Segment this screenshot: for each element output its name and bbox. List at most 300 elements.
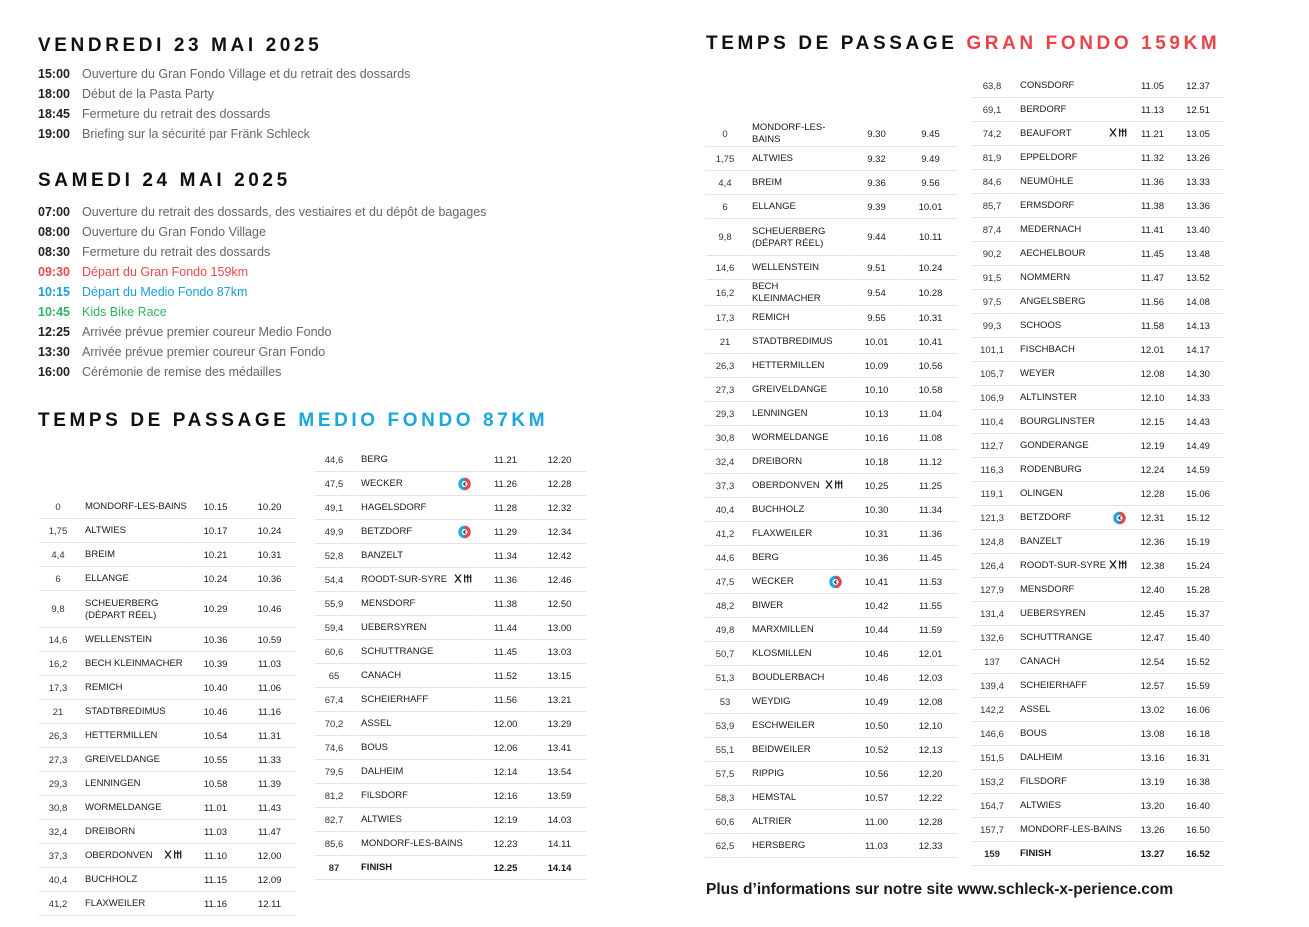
last-passage-cell: 11.47 — [243, 821, 296, 844]
first-passage-cell: 11.16 — [189, 893, 242, 916]
first-passage-cell: 10.50 — [850, 715, 903, 738]
table-row — [706, 523, 957, 546]
locality-name: DALHEIM — [361, 766, 404, 777]
table-row — [706, 739, 957, 762]
km-cell: 63,8 — [972, 75, 1012, 98]
first-passage-cell: 10.01 — [850, 331, 903, 354]
locality-cell — [354, 521, 478, 544]
locality-name: ELLANGE — [85, 573, 129, 584]
locality-cell — [745, 172, 849, 195]
last-passage-cell: 13.29 — [533, 713, 586, 736]
km-cell: 82,7 — [315, 809, 353, 832]
table-row — [972, 819, 1224, 842]
last-passage-cell: 14.11 — [533, 833, 586, 856]
first-passage-cell: 12.00 — [479, 713, 532, 736]
medio-table-2 — [314, 448, 587, 881]
km-cell: 17,3 — [39, 677, 77, 700]
first-passage-cell: 10.46 — [850, 667, 903, 690]
locality-cell — [354, 497, 478, 520]
first-passage-cell: 12.19 — [479, 809, 532, 832]
table-row — [972, 123, 1224, 146]
first-passage-cell: 12.54 — [1134, 651, 1171, 674]
last-passage-cell: 12.20 — [533, 449, 586, 472]
last-passage-cell: 14.17 — [1172, 339, 1224, 362]
locality-name: AECHELBOUR — [1020, 248, 1086, 259]
table-row — [972, 603, 1224, 626]
saturday-schedule — [38, 202, 486, 382]
km-cell: 81,9 — [972, 147, 1012, 170]
last-passage-cell: 15.59 — [1172, 675, 1224, 698]
locality-cell — [354, 641, 478, 664]
last-passage-cell: 13.36 — [1172, 195, 1224, 218]
table-row — [972, 339, 1224, 362]
last-passage-cell: 10.20 — [243, 496, 296, 519]
locality-name: LENNINGEN — [85, 778, 141, 789]
km-cell: 105,7 — [972, 363, 1012, 386]
table-row — [39, 520, 296, 543]
locality-name: HAGELSDORF — [361, 502, 427, 513]
first-passage-cell: 11.26 — [479, 473, 532, 496]
friday-heading: VENDREDI 23 MAI 2025 — [38, 35, 323, 56]
km-cell: 47,5 — [706, 571, 744, 594]
schedule-item — [38, 202, 486, 222]
last-passage-cell: 15.40 — [1172, 627, 1224, 650]
last-passage-cell: 11.53 — [904, 571, 957, 594]
first-passage-cell: 11.45 — [1134, 243, 1171, 266]
km-cell: 41,2 — [39, 893, 77, 916]
locality-name: BREIM — [752, 177, 783, 188]
first-passage-cell: 10.41 — [850, 571, 903, 594]
last-passage-cell: 11.43 — [243, 797, 296, 820]
km-cell: 58,3 — [706, 787, 744, 810]
first-passage-cell: 10.55 — [189, 749, 242, 772]
locality-name: BERG — [752, 552, 779, 563]
km-cell: 49,1 — [315, 497, 353, 520]
locality-name: WORMELDANGE — [752, 432, 829, 443]
locality-name: ANGELSBERG — [1020, 296, 1086, 307]
locality-name: DALHEIM — [1020, 752, 1063, 763]
km-cell: 159 — [972, 843, 1012, 866]
locality-cell — [1013, 219, 1133, 242]
locality-cell — [78, 845, 188, 868]
last-passage-cell: 13.00 — [533, 617, 586, 640]
locality-name: HETTERMILLEN — [752, 360, 825, 371]
first-passage-cell: 10.36 — [189, 629, 242, 652]
first-passage-cell: 11.28 — [479, 497, 532, 520]
table-row — [972, 651, 1224, 674]
locality-name: OBERDONVEN — [85, 850, 153, 861]
schedule-description: Arrivée prévue premier coureur Gran Fondo — [82, 345, 326, 359]
column-header-last-passage: Dernier passage — [904, 75, 957, 121]
table-row — [972, 579, 1224, 602]
km-cell: 9,8 — [39, 592, 77, 628]
locality-cell — [745, 475, 849, 498]
locality-name: SCHEIERHAFF — [361, 694, 429, 705]
table-row — [706, 331, 957, 354]
locality-cell — [354, 785, 478, 808]
first-passage-cell: 10.24 — [189, 568, 242, 591]
schedule-description: Ouverture du retrait des dossards, des vestiaires et du dépôt de bagages — [82, 205, 487, 219]
locality-cell — [78, 749, 188, 772]
first-passage-cell: 11.10 — [189, 845, 242, 868]
km-cell: 44,6 — [315, 449, 353, 472]
last-passage-cell: 16.52 — [1172, 843, 1224, 866]
table-row — [972, 747, 1224, 770]
last-passage-cell: 15.37 — [1172, 603, 1224, 626]
schedule-description: Fermeture du retrait des dossards — [82, 107, 271, 121]
table-row — [972, 843, 1224, 866]
table-row — [706, 835, 957, 858]
locality-name: RIPPIG — [752, 768, 785, 779]
locality-cell — [1013, 555, 1133, 578]
km-cell: 40,4 — [706, 499, 744, 522]
table-row — [315, 569, 586, 592]
first-passage-cell: 10.56 — [850, 763, 903, 786]
locality-cell — [78, 496, 188, 519]
table-row — [706, 571, 957, 594]
km-cell: 26,3 — [706, 355, 744, 378]
first-passage-cell: 12.36 — [1134, 531, 1171, 554]
last-passage-cell: 12.46 — [533, 569, 586, 592]
first-passage-cell: 12.45 — [1134, 603, 1171, 626]
table-header-row — [706, 75, 957, 121]
table-row — [315, 713, 586, 736]
last-passage-cell: 11.04 — [904, 403, 957, 426]
locality-cell — [1013, 603, 1133, 626]
km-cell: 57,5 — [706, 763, 744, 786]
first-passage-cell: 11.32 — [1134, 147, 1171, 170]
km-cell: 99,3 — [972, 315, 1012, 338]
table-row — [972, 291, 1224, 314]
locality-name: GREIVELDANGE — [85, 754, 160, 765]
locality-name: SCHUTTRANGE — [361, 646, 434, 657]
schedule-time: 18:00 — [38, 87, 70, 101]
first-passage-cell: 11.15 — [189, 869, 242, 892]
column-header-km: KM — [706, 75, 744, 121]
table-row — [972, 675, 1224, 698]
table-row — [972, 411, 1224, 434]
locality-name: FLAXWEILER — [752, 528, 813, 539]
locality-name: CANACH — [361, 670, 402, 681]
table-row — [972, 795, 1224, 818]
table-row — [39, 893, 296, 916]
last-passage-cell: 14.30 — [1172, 363, 1224, 386]
first-passage-cell: 12.28 — [1134, 483, 1171, 506]
table-row — [39, 544, 296, 567]
locality-cell — [1013, 75, 1133, 98]
km-cell: 0 — [706, 122, 744, 147]
locality-cell — [354, 617, 478, 640]
locality-name: BUCHHOLZ — [85, 874, 138, 885]
first-passage-cell: 10.10 — [850, 379, 903, 402]
first-passage-cell: 13.02 — [1134, 699, 1171, 722]
km-cell: 0 — [39, 496, 77, 519]
locality-name: ALTWIES — [85, 525, 126, 536]
km-cell: 116,3 — [972, 459, 1012, 482]
last-passage-cell: 13.52 — [1172, 267, 1224, 290]
table-row — [972, 723, 1224, 746]
locality-name: FILSDORF — [1020, 776, 1067, 787]
first-passage-cell: 11.13 — [1134, 99, 1171, 122]
table-row — [972, 531, 1224, 554]
table-row — [972, 771, 1224, 794]
last-passage-cell: 12.01 — [904, 643, 957, 666]
last-passage-cell: 16.40 — [1172, 795, 1224, 818]
last-passage-cell: 12.34 — [533, 521, 586, 544]
medio-heading-accent: MEDIO FONDO 87KM — [298, 410, 549, 431]
locality-name: BEAUFORT — [1020, 128, 1072, 139]
km-cell: 55,1 — [706, 739, 744, 762]
locality-name: BOUS — [361, 742, 388, 753]
locality-cell — [1013, 387, 1133, 410]
last-passage-cell: 12.03 — [904, 667, 957, 690]
locality-cell — [745, 451, 849, 474]
last-passage-cell: 12.32 — [533, 497, 586, 520]
schedule-item — [38, 362, 486, 382]
km-cell: 106,9 — [972, 387, 1012, 410]
locality-name: MONDORF-LES-BAINS — [85, 501, 187, 512]
locality-cell — [78, 773, 188, 796]
km-cell: 1,75 — [706, 148, 744, 171]
table-row — [706, 763, 957, 786]
table-row — [315, 617, 586, 640]
km-cell: 30,8 — [706, 427, 744, 450]
column-header-locality: Localité — [78, 449, 188, 495]
locality-cell — [745, 148, 849, 171]
table-row — [39, 773, 296, 796]
locality-name: BEIDWEILER — [752, 744, 811, 755]
locality-name: HETTERMILLEN — [85, 730, 158, 741]
last-passage-cell: 10.31 — [904, 307, 957, 330]
last-passage-cell: 11.16 — [243, 701, 296, 724]
km-cell: 131,4 — [972, 603, 1012, 626]
last-passage-cell: 13.54 — [533, 761, 586, 784]
locality-cell — [354, 665, 478, 688]
locality-name: STADTBREDIMUS — [85, 706, 166, 717]
schedule-description: Ouverture du Gran Fondo Village — [82, 225, 266, 239]
last-passage-cell: 11.25 — [904, 475, 957, 498]
last-passage-cell: 13.40 — [1172, 219, 1224, 242]
km-cell: 81,2 — [315, 785, 353, 808]
table-row — [706, 475, 957, 498]
last-passage-cell: 13.15 — [533, 665, 586, 688]
last-passage-cell: 9.49 — [904, 148, 957, 171]
locality-cell — [1013, 699, 1133, 722]
km-cell: 97,5 — [972, 291, 1012, 314]
locality-cell — [745, 619, 849, 642]
km-cell: 6 — [39, 568, 77, 591]
column-header-locality: Localité — [745, 75, 849, 121]
locality-cell — [1013, 747, 1133, 770]
last-passage-cell: 14.08 — [1172, 291, 1224, 314]
locality-name: REMICH — [752, 312, 790, 323]
locality-cell — [1013, 123, 1133, 146]
locality-cell — [1013, 147, 1133, 170]
last-passage-cell: 11.36 — [904, 523, 957, 546]
locality-name: SCHEUERBERG (DÉPART RÉEL) — [85, 597, 159, 621]
schedule-item — [38, 104, 410, 124]
km-cell: 41,2 — [706, 523, 744, 546]
km-cell: 53 — [706, 691, 744, 714]
last-passage-cell: 16.18 — [1172, 723, 1224, 746]
schedule-time: 18:45 — [38, 107, 70, 121]
locality-name: KLOSMILLEN — [752, 648, 812, 659]
first-passage-cell: 9.51 — [850, 257, 903, 280]
luxembourg-marker-icon — [1113, 512, 1126, 525]
gran-heading-accent: GRAN FONDO 159KM — [966, 33, 1221, 54]
locality-name: SCHEIERHAFF — [1020, 680, 1088, 691]
schedule-item — [38, 262, 486, 282]
first-passage-cell: 12.31 — [1134, 507, 1171, 530]
km-cell: 60,6 — [706, 811, 744, 834]
table-row — [315, 473, 586, 496]
table-row — [315, 809, 586, 832]
first-passage-cell: 10.13 — [850, 403, 903, 426]
first-passage-cell: 10.54 — [189, 725, 242, 748]
table-row — [706, 787, 957, 810]
locality-cell — [354, 593, 478, 616]
last-passage-cell: 14.43 — [1172, 411, 1224, 434]
km-cell: 121,3 — [972, 507, 1012, 530]
last-passage-cell: 12.50 — [533, 593, 586, 616]
locality-name: BECH KLEINMACHER — [85, 658, 183, 669]
gran-heading-prefix: TEMPS DE PASSAGE — [706, 33, 967, 54]
last-passage-cell: 10.01 — [904, 196, 957, 219]
locality-cell — [745, 643, 849, 666]
locality-cell — [745, 763, 849, 786]
locality-cell — [78, 893, 188, 916]
first-passage-cell: 10.52 — [850, 739, 903, 762]
last-passage-cell: 14.03 — [533, 809, 586, 832]
locality-name: MENSDORF — [361, 598, 416, 609]
last-passage-cell: 15.12 — [1172, 507, 1224, 530]
locality-cell — [1013, 579, 1133, 602]
first-passage-cell: 10.15 — [189, 496, 242, 519]
first-passage-cell: 12.08 — [1134, 363, 1171, 386]
luxembourg-marker-icon — [829, 576, 842, 589]
schedule-description: Fermeture du retrait des dossards — [82, 245, 271, 259]
schedule-item — [38, 124, 410, 144]
km-cell: 37,3 — [706, 475, 744, 498]
table-row — [706, 355, 957, 378]
locality-name: WECKER — [361, 478, 403, 489]
km-cell: 54,4 — [315, 569, 353, 592]
table-row — [315, 689, 586, 712]
km-cell: 14,6 — [706, 257, 744, 280]
last-passage-cell: 15.28 — [1172, 579, 1224, 602]
first-passage-cell: 12.16 — [479, 785, 532, 808]
first-passage-cell: 11.47 — [1134, 267, 1171, 290]
table-row — [972, 171, 1224, 194]
column-header-km: KM — [39, 449, 77, 495]
table-row — [39, 629, 296, 652]
luxembourg-marker-icon — [458, 478, 471, 491]
km-cell: 127,9 — [972, 579, 1012, 602]
locality-name: MARXMILLEN — [752, 624, 814, 635]
locality-cell — [354, 569, 478, 592]
km-cell: 21 — [39, 701, 77, 724]
schedule-description: Ouverture du Gran Fondo Village et du retrait des dossards — [82, 67, 411, 81]
first-passage-cell: 12.23 — [479, 833, 532, 856]
locality-cell — [354, 689, 478, 712]
schedule-time: 07:00 — [38, 205, 70, 219]
first-passage-cell: 10.18 — [850, 451, 903, 474]
first-passage-cell: 11.36 — [1134, 171, 1171, 194]
locality-cell — [1013, 363, 1133, 386]
first-passage-cell: 12.15 — [1134, 411, 1171, 434]
locality-cell — [1013, 723, 1133, 746]
table-row — [706, 547, 957, 570]
schedule-description: Départ du Gran Fondo 159km — [82, 265, 249, 279]
locality-name: ALTWIES — [752, 153, 793, 164]
table-row — [706, 811, 957, 834]
table-row — [972, 627, 1224, 650]
table-row — [706, 427, 957, 450]
locality-cell — [1013, 459, 1133, 482]
table-row — [706, 643, 957, 666]
first-passage-cell: 9.30 — [850, 122, 903, 147]
gran-table-2 — [971, 74, 1225, 867]
km-cell: 142,2 — [972, 699, 1012, 722]
km-cell: 9,8 — [706, 220, 744, 256]
last-passage-cell: 13.26 — [1172, 147, 1224, 170]
locality-cell — [78, 821, 188, 844]
luxembourg-marker-icon — [458, 526, 471, 539]
gran-table-1 — [705, 74, 958, 859]
schedule-time: 12:25 — [38, 325, 70, 339]
table-row — [706, 715, 957, 738]
locality-cell — [354, 761, 478, 784]
locality-name: DREIBORN — [752, 456, 803, 467]
table-row — [39, 749, 296, 772]
locality-name: MONDORF-LES-BAINS — [752, 122, 826, 145]
locality-name: ALTRIER — [752, 816, 792, 827]
locality-cell — [1013, 243, 1133, 266]
table-row — [39, 869, 296, 892]
table-row — [972, 387, 1224, 410]
locality-cell — [745, 523, 849, 546]
km-cell: 32,4 — [706, 451, 744, 474]
last-passage-cell: 12.13 — [904, 739, 957, 762]
medio-heading — [38, 410, 548, 432]
first-passage-cell: 11.38 — [1134, 195, 1171, 218]
schedule-item — [38, 64, 410, 84]
km-cell: 44,6 — [706, 547, 744, 570]
table-row — [315, 761, 586, 784]
locality-name: WEYDIG — [752, 696, 791, 707]
table-row — [972, 363, 1224, 386]
km-cell: 29,3 — [39, 773, 77, 796]
first-passage-cell: 10.46 — [850, 643, 903, 666]
locality-name: CONSDORF — [1020, 80, 1075, 91]
food-station-icon — [1109, 560, 1127, 573]
first-passage-cell: 10.31 — [850, 523, 903, 546]
first-passage-cell: 11.52 — [479, 665, 532, 688]
locality-name: GONDERANGE — [1020, 440, 1089, 451]
last-passage-cell: 12.00 — [243, 845, 296, 868]
schedule-description: Cérémonie de remise des médailles — [82, 365, 282, 379]
table-row — [706, 691, 957, 714]
locality-name: WEYER — [1020, 368, 1055, 379]
locality-cell — [745, 739, 849, 762]
locality-name: BOURGLINSTER — [1020, 416, 1095, 427]
first-passage-cell: 10.16 — [850, 427, 903, 450]
locality-name: FISCHBACH — [1020, 344, 1075, 355]
first-passage-cell: 12.25 — [479, 857, 532, 880]
table-row — [972, 555, 1224, 578]
first-passage-cell: 11.00 — [850, 811, 903, 834]
schedule-time: 13:30 — [38, 345, 70, 359]
